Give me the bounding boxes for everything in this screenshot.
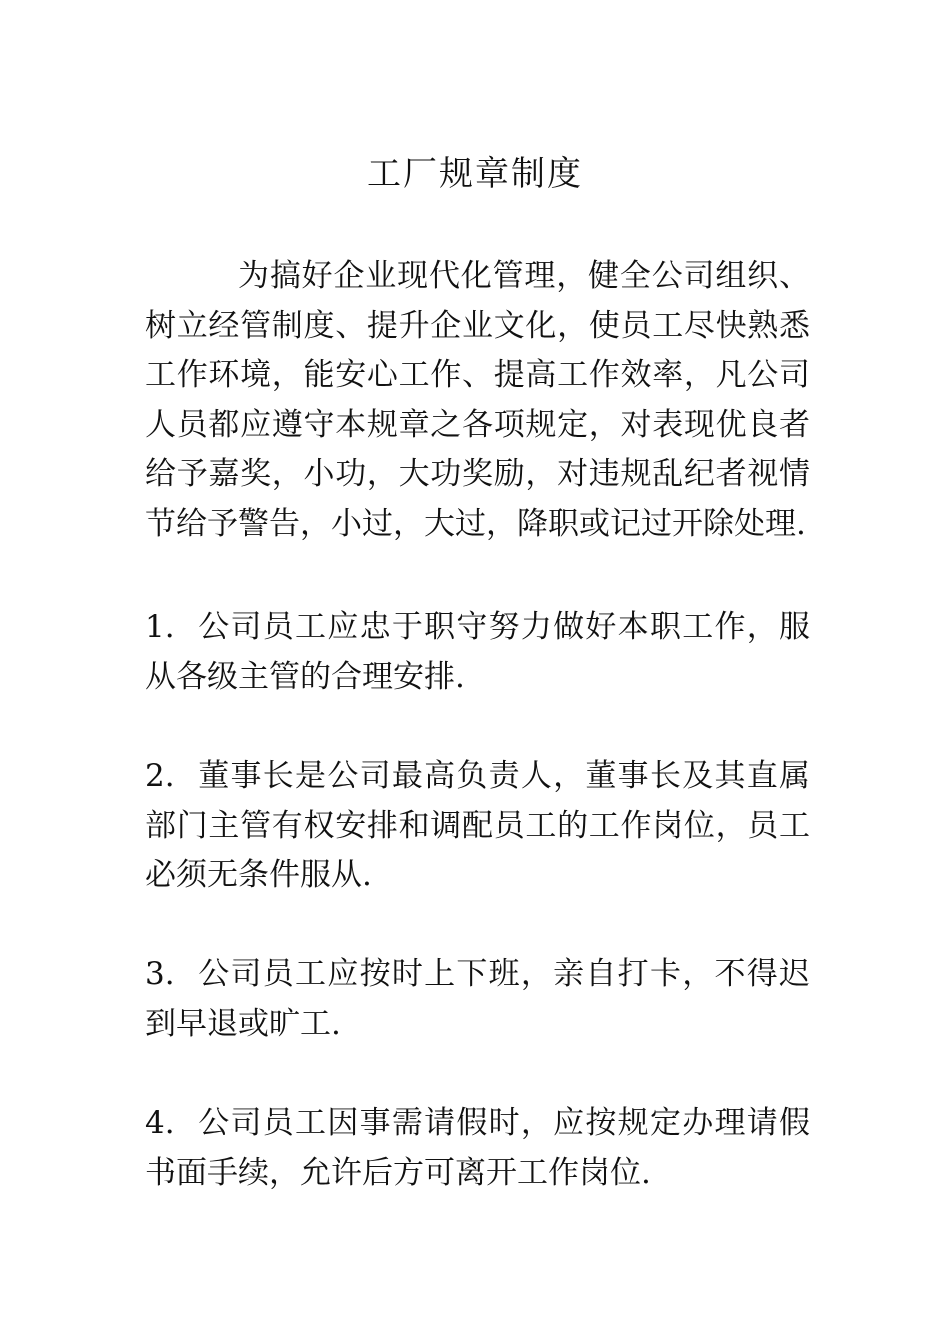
rule-item [145, 1099, 810, 1198]
rule-text: 公司员工应按时上下班，亲自打卡，不得迟到早退或旷工. [145, 956, 810, 1042]
rule-item [145, 752, 810, 901]
rule-text: 公司员工应忠于职守努力做好本职工作，服从各级主管的合理安排. [145, 609, 810, 695]
rule-text: 公司员工因事需请假时，应按规定办理请假书面手续，允许后方可离开工作岗位. [145, 1105, 810, 1191]
rule-text: 董事长是公司最高负责人，董事长及其直属部门主管有权安排和调配员工的工作岗位，员工必须无条件服从. [145, 758, 810, 893]
rule-item [145, 950, 810, 1049]
rule-number: 1. [145, 609, 175, 645]
intro-paragraph: 为搞好企业现代化管理，健全公司组织、树立经管制度、提升企业文化，使员工尽快熟悉工作环境，能安心工作、提高工作效率，凡公司人员都应遵守本规章之各项规定，对表现优良者给予嘉奖，小功，大功奖励，对违规乱纪者视情节给予警告，小过，大过，降职或记过开除处理. [145, 258, 810, 542]
rule-number: 2. [145, 758, 175, 794]
document-title: 工厂规章制度 [367, 154, 583, 194]
rule-number: 4. [145, 1105, 175, 1141]
rule-item [145, 603, 810, 702]
rule-number: 3. [145, 956, 175, 992]
